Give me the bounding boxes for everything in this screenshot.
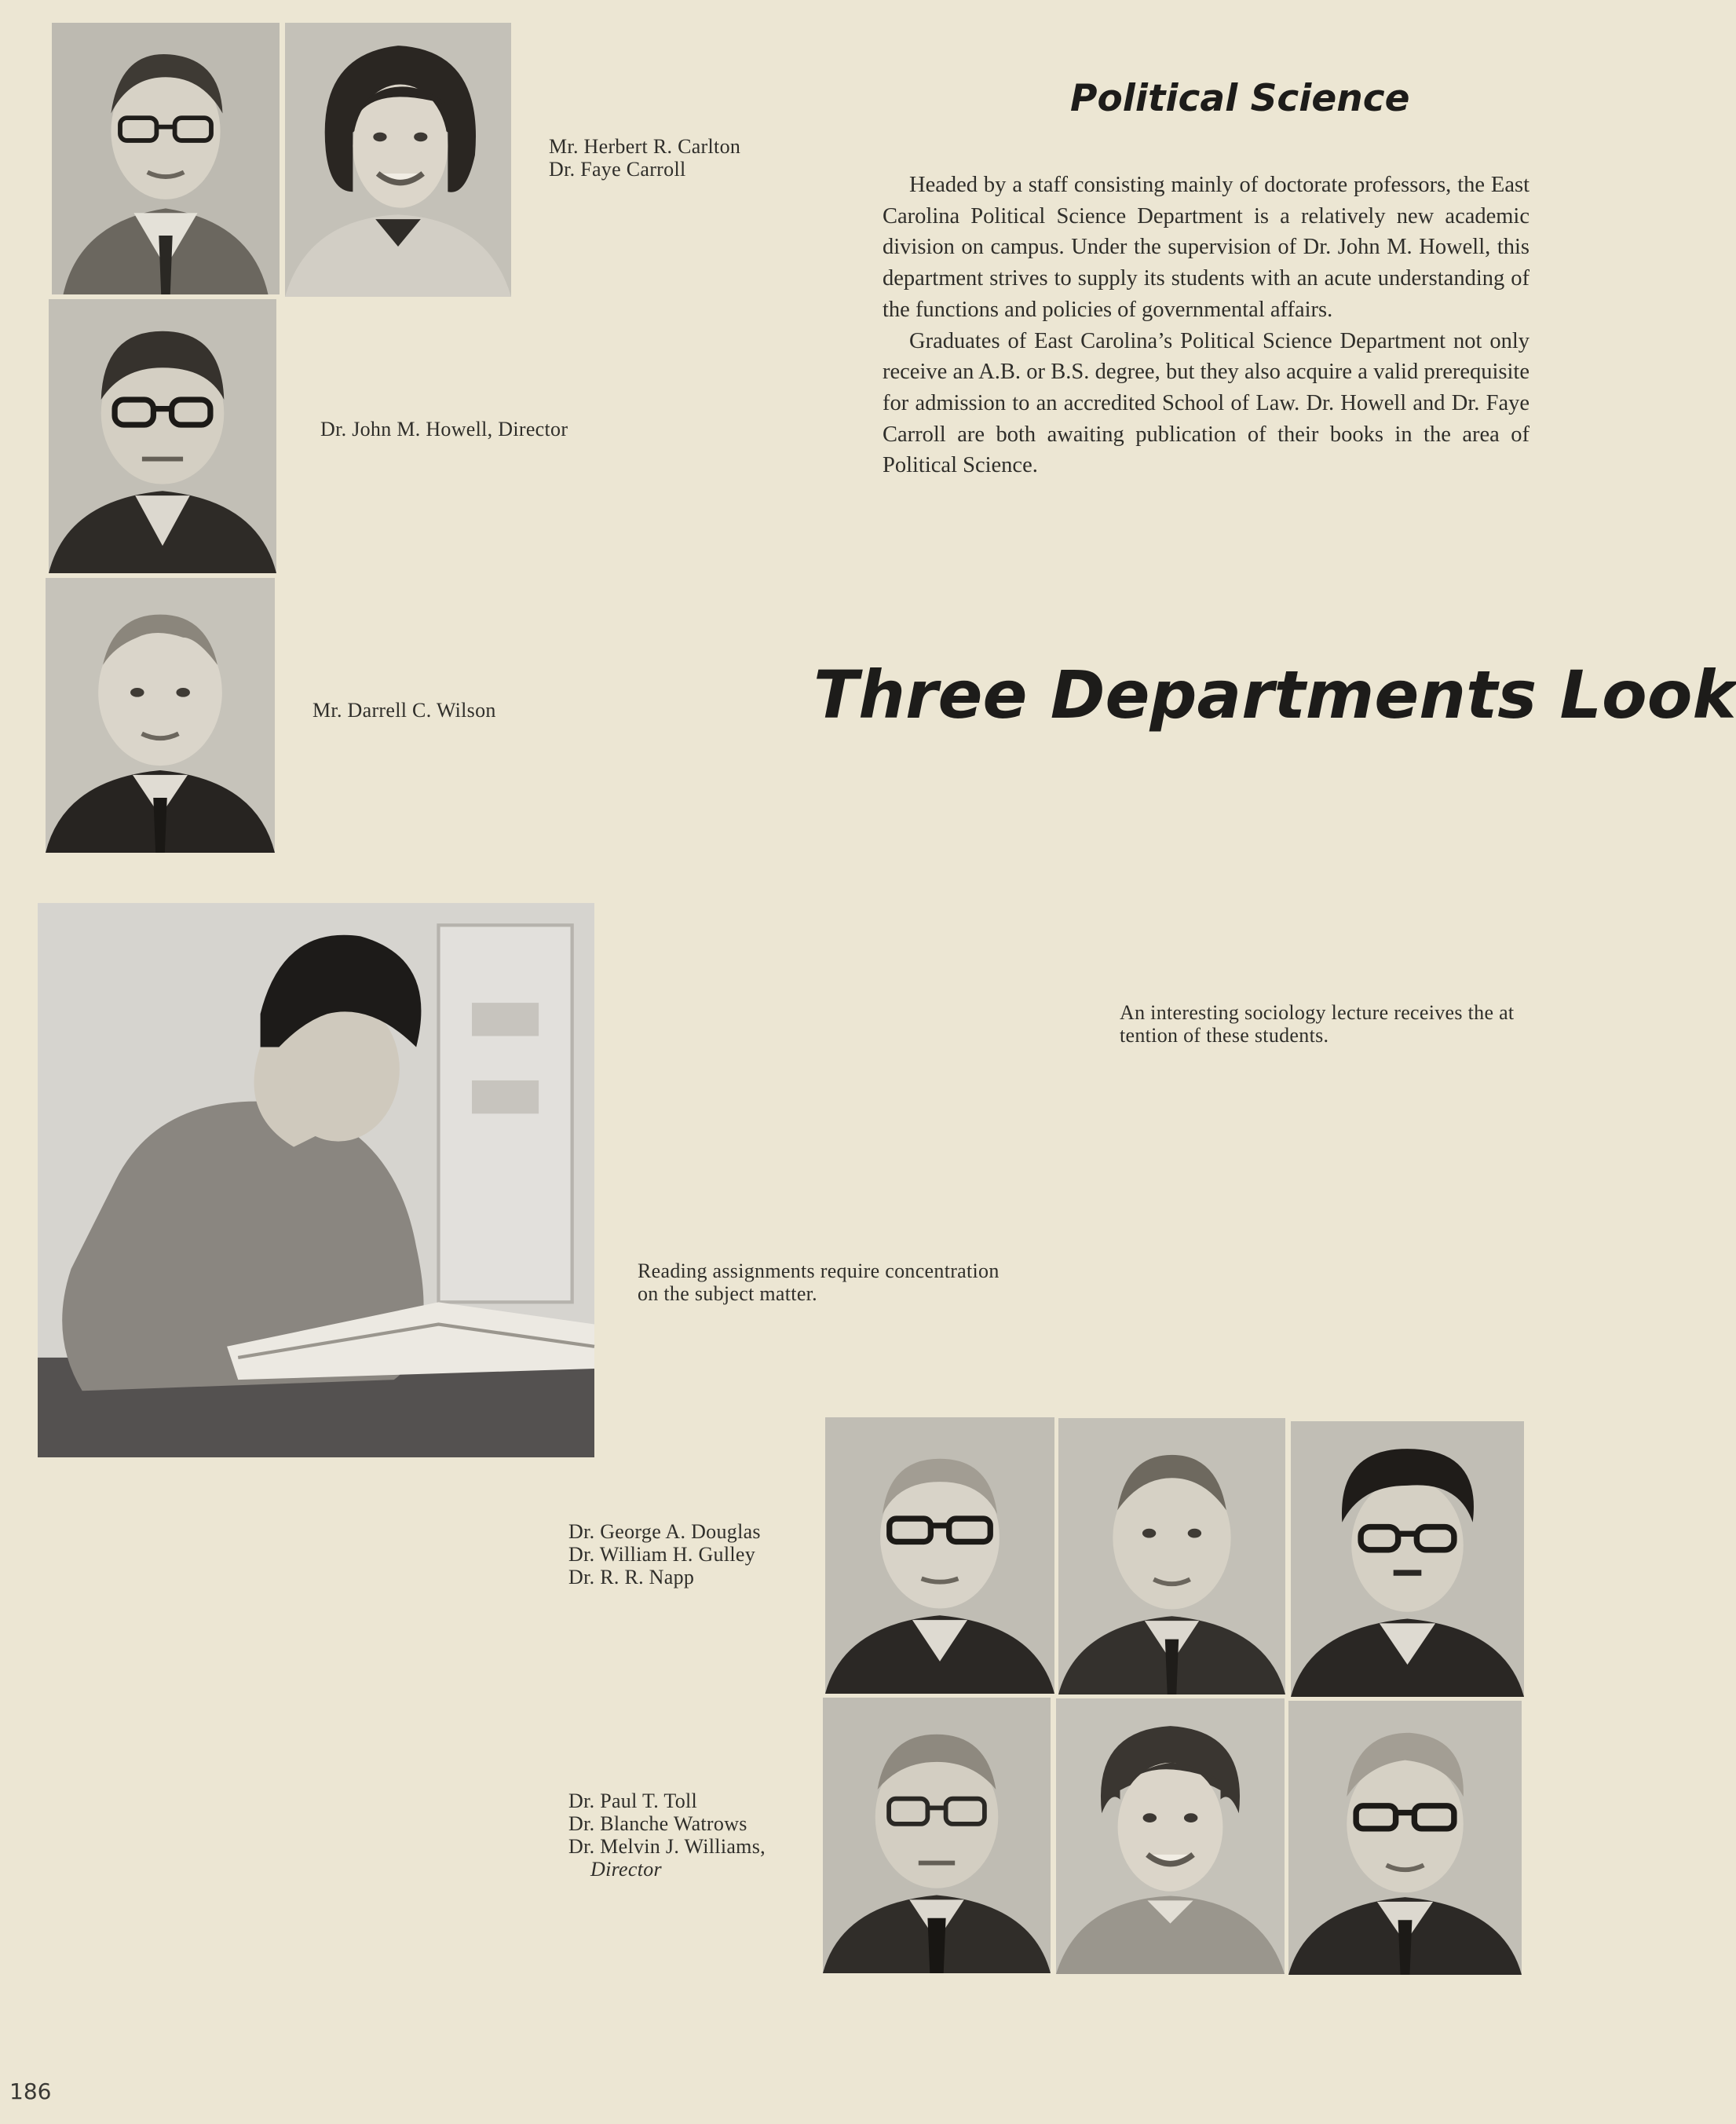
- photo-student-reading: [38, 903, 594, 1457]
- caption-gulley: Dr. William H. Gulley: [568, 1543, 756, 1566]
- caption-williams-title: Director: [590, 1858, 662, 1881]
- caption-sociology-line-1: An interesting sociology lecture receives the at: [1120, 1001, 1515, 1024]
- main-headline: Three Departments Look: [813, 656, 1736, 733]
- caption-faculty-row-2: [568, 1789, 766, 1881]
- caption-williams: Dr. Melvin J. Williams,: [568, 1835, 766, 1858]
- portrait-george-douglas: [825, 1417, 1054, 1694]
- portrait-r-r-napp: [1291, 1421, 1524, 1697]
- portrait-john-howell: [49, 299, 276, 573]
- caption-sociology-line-2: tention of these students.: [1120, 1024, 1329, 1047]
- section-heading-political-science: Political Science: [1070, 77, 1410, 120]
- caption-howell: [320, 418, 568, 441]
- caption-napp: Dr. R. R. Napp: [568, 1566, 695, 1588]
- page-number: 186: [9, 2078, 52, 2104]
- portrait-herbert-carlton: [52, 23, 280, 294]
- portrait-william-gulley: [1058, 1418, 1285, 1694]
- caption-line-howell: Dr. John M. Howell, Director: [320, 418, 568, 441]
- political-science-body: [883, 170, 1530, 481]
- portrait-darrell-wilson: [46, 578, 275, 853]
- caption-line-carlton: Mr. Herbert R. Carlton: [549, 135, 741, 158]
- caption-watrows: Dr. Blanche Watrows: [568, 1812, 747, 1835]
- caption-douglas: Dr. George A. Douglas: [568, 1520, 761, 1543]
- portrait-melvin-williams: [1288, 1701, 1522, 1975]
- caption-line-carroll: Dr. Faye Carroll: [549, 158, 686, 181]
- caption-reading-line-2: on the subject matter.: [638, 1282, 817, 1305]
- caption-sociology-lecture: [1120, 1001, 1570, 1047]
- caption-carlton-carroll: [549, 135, 740, 181]
- caption-faculty-row-1: [568, 1520, 761, 1588]
- portrait-faye-carroll: [285, 23, 511, 297]
- caption-reading-line-1: Reading assignments require concentration: [638, 1259, 1000, 1282]
- caption-line-wilson: Mr. Darrell C. Wilson: [312, 699, 496, 722]
- caption-toll: Dr. Paul T. Toll: [568, 1789, 698, 1812]
- portrait-blanche-watrows: [1056, 1698, 1285, 1974]
- caption-reading: [638, 1259, 1000, 1305]
- political-science-paragraph-1: Headed by a staff consisting mainly of doctorate professors, the East Carolina Political Science Department is a relatively new academic division on campus. Under the supervision of Dr. John M. Howell, this department strives to supply its students with an acute understanding of the functions and policies of governmental affairs.: [883, 173, 1530, 322]
- caption-wilson: [312, 699, 496, 722]
- political-science-paragraph-2: Graduates of East Carolina’s Political Science Department not only receive an A.B. or B.S. degree, but they also acquire a valid prerequisite for admission to an accredited School of Law. Dr. Howell and Dr. Faye Carroll are both awaiting publication of their books in the area of Political Science.: [883, 328, 1530, 478]
- portrait-paul-toll: [823, 1698, 1051, 1973]
